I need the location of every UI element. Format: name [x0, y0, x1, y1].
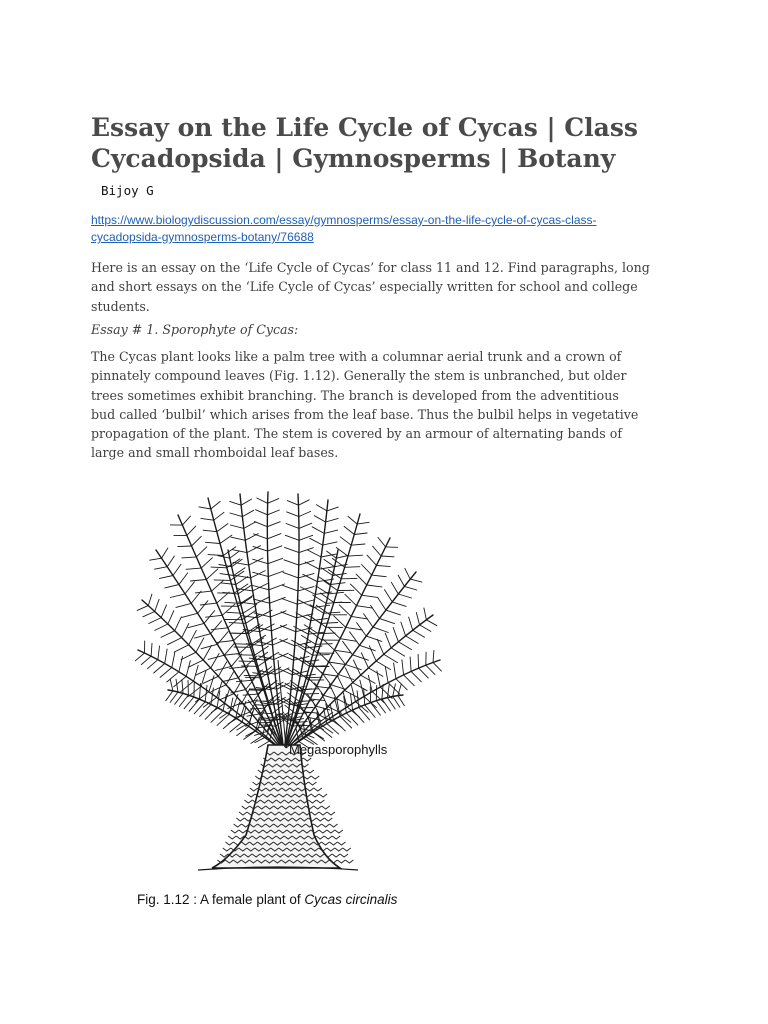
leaf-base-scale [309, 782, 317, 785]
leaf-base-scale [242, 806, 250, 809]
leaf-base-scale [332, 854, 340, 857]
leaf-base-scale [247, 794, 255, 797]
author-name: Bijoy G [101, 183, 154, 198]
section-heading: Essay # 1. Sporophyte of Cycas: [91, 322, 299, 337]
source-link-line-2[interactable]: cycadopsida-gymnosperms-botany/76688 [91, 230, 314, 244]
leaf-base-scale [337, 860, 345, 863]
leaf-base-scale [239, 812, 247, 815]
leaf-base-scale [324, 818, 332, 821]
frond-drawing [150, 548, 284, 752]
leaf-base-scale [316, 818, 324, 821]
leaf-base-scale [343, 848, 351, 851]
figure-caption [137, 892, 397, 907]
body-line: trees sometimes exhibit branching. The branch is developed from the adventitious [91, 387, 619, 403]
title-line-1: Essay on the Life Cycle of Cycas | Class [91, 113, 639, 142]
leaf-base-scale [335, 830, 343, 833]
source-link-line-1[interactable]: https://www.biologydiscussion.com/essay/gymnosperms/essay-on-the-life-cycle-of-cycas-class- [91, 213, 597, 227]
leaf-base-scale [236, 818, 244, 821]
body-paragraph [91, 347, 681, 463]
body-line: The Cycas plant looks like a palm tree with a columnar aerial trunk and a crown of [91, 349, 622, 364]
leaf-base-scale [324, 836, 332, 839]
leaf-base-scale [306, 770, 314, 773]
leaf-base-scale [340, 854, 348, 857]
leaf-base-scale [306, 788, 314, 791]
leaf-base-scale [226, 842, 234, 845]
leaf-base-scale [311, 776, 319, 779]
source-link[interactable] [91, 212, 681, 246]
intro-line: and short essays on the ‘Life Cycle of Cycas’ especially written for school and college [91, 279, 638, 295]
leaf-base-scale [322, 842, 330, 845]
leaf-base-scale [327, 848, 335, 851]
leaf-base-scale [319, 830, 327, 833]
leaf-base-scale [330, 824, 338, 827]
leaf-base-scale [250, 788, 258, 791]
leaf-base-scale [228, 836, 236, 839]
caption-species: Cycas circinalis [304, 892, 398, 907]
leaf-base-scale [316, 836, 324, 839]
intro-paragraph [91, 258, 681, 316]
leaf-base-scale [311, 812, 319, 815]
leaf-base-scale [314, 788, 322, 791]
title-line-2: Cycadopsida | Gymnosperms | Botany [91, 144, 616, 173]
leaf-base-scale [345, 860, 353, 863]
frond-drawing [166, 679, 284, 752]
leaf-base-scale [327, 812, 335, 815]
leaf-base-scale [234, 824, 242, 827]
frond-drawing [137, 594, 284, 752]
leaf-base-scale [330, 842, 338, 845]
intro-line: Here is an essay on the ‘Life Cycle of Cycas’ for class 11 and 12. Find paragraphs, long [91, 260, 650, 275]
megasporophylls-label: Megasporophylls [289, 742, 388, 757]
leaf-base-scale [314, 806, 322, 809]
body-line: pinnately compound leaves (Fig. 1.12). Generally the stem is unbranched, but older [91, 368, 627, 384]
leaf-base-scale [319, 794, 327, 797]
leaf-base-scale [314, 824, 322, 827]
essay-title [91, 112, 731, 174]
leaf-base-scale [319, 812, 327, 815]
leaf-base-scale [239, 830, 247, 833]
leaf-base-scale [332, 836, 340, 839]
leaf-base-scale [231, 830, 239, 833]
cycas-plant-illustration [128, 490, 448, 880]
frond-drawing [284, 538, 398, 753]
trunk-drawing [198, 745, 358, 870]
leaf-base-scale [244, 800, 252, 803]
body-line: bud called ‘bulbil’ which arises from the leaf base. Thus the bulbil helps in vegetative [91, 406, 639, 422]
leaf-base-scale [335, 848, 343, 851]
leaf-base-scale [322, 824, 330, 827]
leaf-base-scale [322, 806, 330, 809]
leaf-base-scale [311, 794, 319, 797]
body-line: large and small rhomboidal leaf bases. [91, 445, 339, 461]
leaf-base-scale [316, 800, 324, 803]
leaf-base-scale [338, 842, 346, 845]
leaf-base-scale [223, 848, 231, 851]
leaf-base-scale [308, 800, 316, 803]
leaf-base-scale [327, 830, 335, 833]
intro-line: students. [91, 298, 150, 314]
body-line: propagation of the plant. The stem is covered by an armour of alternating bands of [91, 426, 623, 442]
caption-text: Fig. 1.12 : A female plant of [137, 892, 305, 907]
leaf-base-scale [303, 758, 311, 761]
